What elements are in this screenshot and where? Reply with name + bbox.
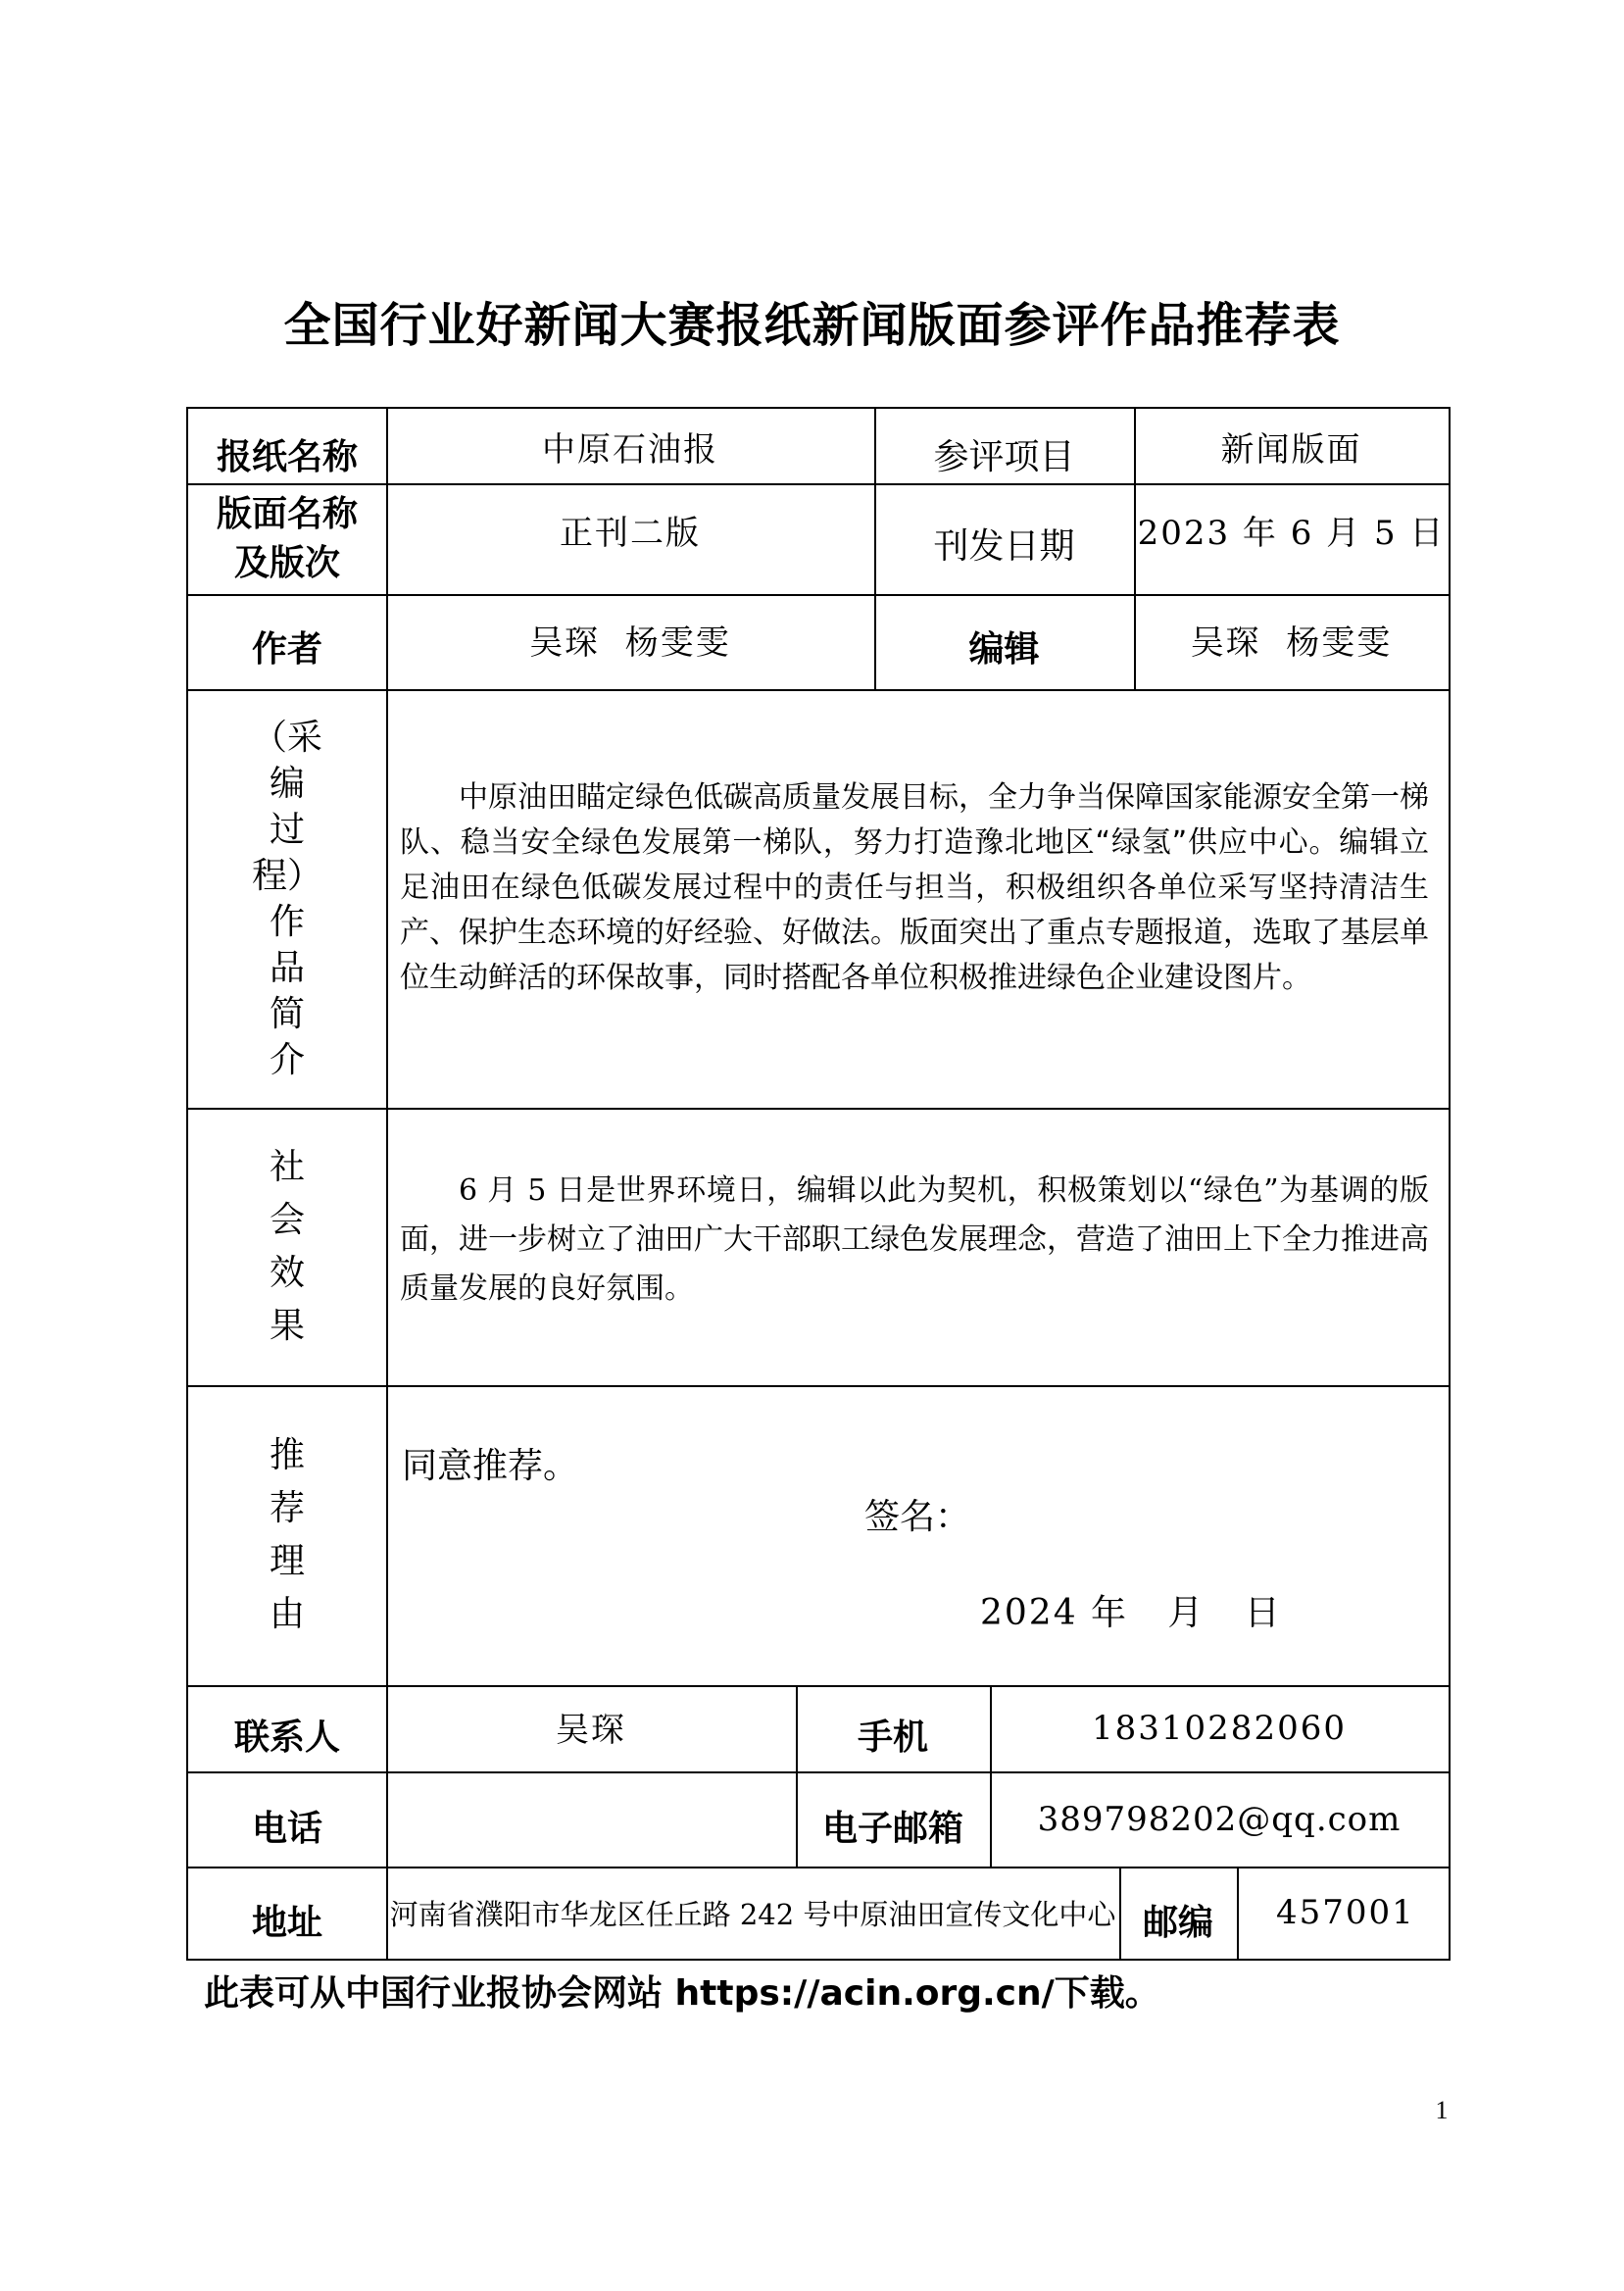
- author-value: 吴琛 杨雯雯: [529, 623, 731, 663]
- author-label: 作者: [251, 629, 322, 670]
- page-name-label-line1: 版面名称: [216, 493, 358, 534]
- category-value: 新闻版面: [1220, 429, 1362, 470]
- reason-label-char: 荐: [269, 1488, 305, 1528]
- page-name-label-line2: 及版次: [233, 542, 340, 583]
- phone-label: 电话: [251, 1809, 322, 1849]
- publish-date-label: 刊发日期: [933, 526, 1075, 567]
- intro-label-char: （采: [251, 717, 322, 758]
- newspaper-name-label: 报纸名称: [216, 436, 358, 477]
- effect-text: 6 月 5 日是世界环境日，编辑以此为契机，积极策划以“绿色”为基调的版面，进一步树立了油田广大干部职工绿色发展理念，营造了油田上下全力推进高质量发展的良好氛围。: [400, 1173, 1429, 1306]
- reason-label-char: 由: [269, 1594, 305, 1634]
- signature-label: 签名：: [864, 1497, 971, 1537]
- intro-label-char: 简: [269, 993, 305, 1034]
- postcode-label: 邮编: [1142, 1902, 1213, 1943]
- page-name-label: [188, 483, 386, 594]
- phone-value: [386, 1771, 796, 1867]
- recommendation-form: [186, 407, 1451, 1961]
- intro-label-char: 编: [269, 763, 305, 804]
- reason-label-char: 理: [269, 1541, 305, 1581]
- mobile-label: 手机: [857, 1717, 928, 1758]
- intro-label-char: 过: [269, 809, 305, 850]
- reason-label: [188, 1385, 386, 1685]
- email-label: 电子邮箱: [821, 1809, 963, 1849]
- intro-label-char: 作: [269, 901, 305, 942]
- reason-text: 同意推荐。: [402, 1446, 579, 1486]
- intro-label-char: 介: [269, 1039, 305, 1080]
- category-label: 参评项目: [933, 436, 1075, 477]
- mobile-value: 18310282060: [1092, 1709, 1347, 1748]
- intro-text: 中原油田瞄定绿色低碳高质量发展目标，全力争当保障国家能源安全第一梯队、稳当安全绿色发展第一梯队，努力打造豫北地区“绿氢”供应中心。编辑立足油田在绿色低碳发展过程中的责任与担当，积极组织各单位采写坚持清洁生产、保护生态环境的好经验、好做法。版面突出了重点专题报道，选取了基层单位生动鲜活的环保故事，同时搭配各单位积极推进绿色企业建设图片。: [400, 780, 1429, 995]
- page-title: 全国行业好新闻大赛报纸新闻版面参评作品推荐表: [283, 298, 1341, 353]
- publish-date-value: 2023 年 6 月 5 日: [1137, 514, 1446, 553]
- postcode-value: 457001: [1276, 1893, 1415, 1932]
- intro-label: [188, 689, 386, 1108]
- effect-label-char: 果: [269, 1305, 305, 1346]
- contact-label: 联系人: [233, 1717, 340, 1758]
- intro-label-char: 程）: [251, 855, 322, 896]
- reason-label-char: 推: [269, 1435, 305, 1475]
- contact-value: 吴琛: [556, 1710, 626, 1750]
- effect-label-char: 会: [269, 1199, 305, 1240]
- editor-label: 编辑: [968, 629, 1040, 670]
- intro-label-char: 品: [269, 947, 305, 988]
- effect-label-char: 效: [269, 1252, 305, 1293]
- editor-value: 吴琛 杨雯雯: [1190, 623, 1393, 663]
- download-note: 此表可从中国行业报协会网站 https://acin.org.cn/下载。: [204, 1973, 1160, 2014]
- effect-label-char: 社: [269, 1146, 305, 1187]
- email-value: 389798202@qq.com: [1037, 1799, 1402, 1839]
- address-value: 河南省濮阳市华龙区任丘路 242 号中原油田宣传文化中心: [389, 1897, 1116, 1931]
- newspaper-name-value: 中原石油报: [542, 429, 718, 470]
- page-number: 1: [1435, 2096, 1449, 2124]
- address-label: 地址: [251, 1902, 322, 1943]
- signature-date: 2024 年 月 日: [980, 1593, 1282, 1633]
- effect-label: [188, 1108, 386, 1385]
- page-name-value: 正刊二版: [560, 514, 701, 553]
